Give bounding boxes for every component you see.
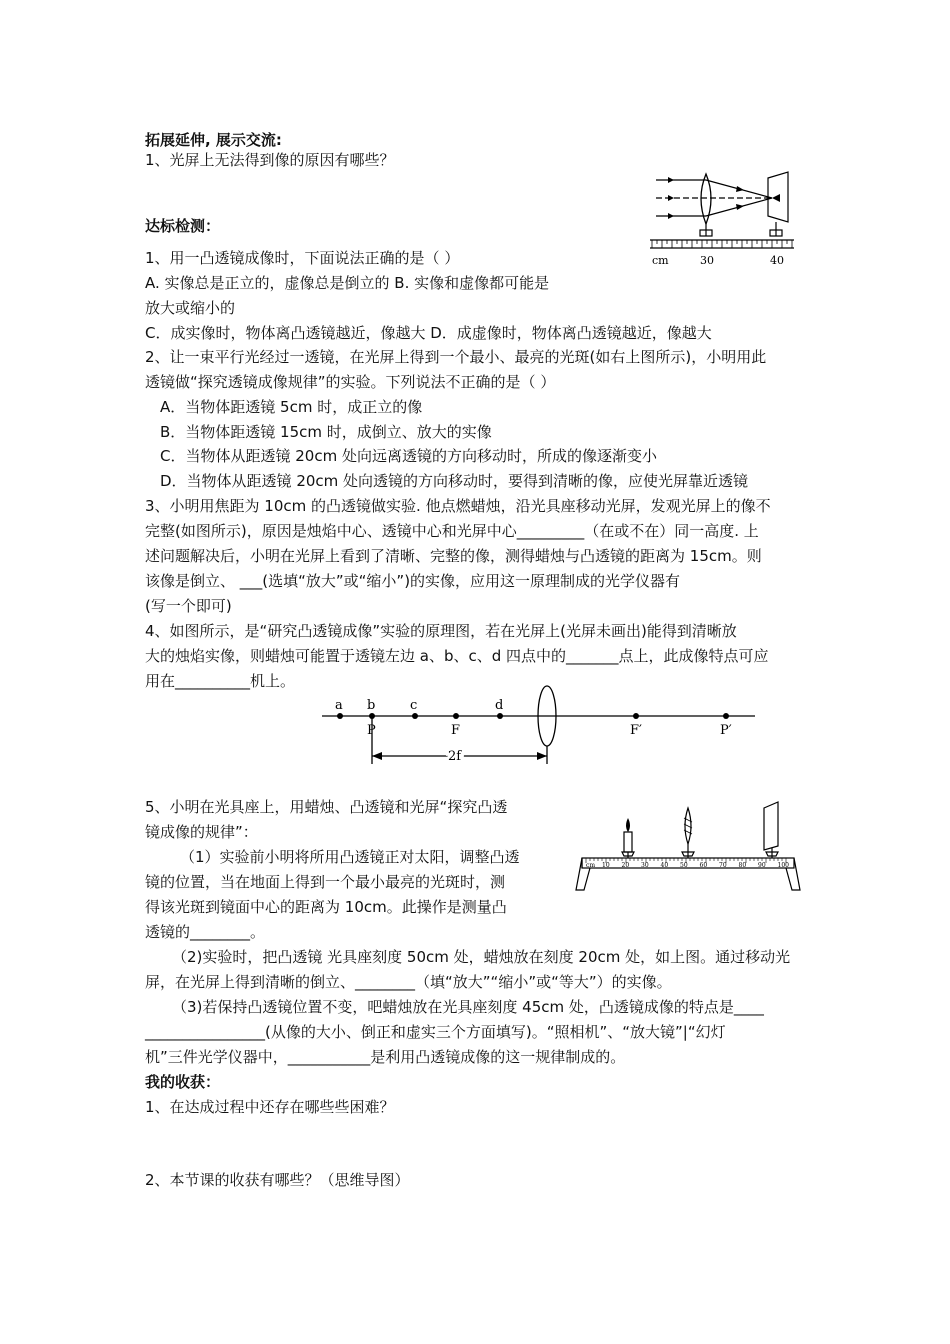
- q4-line-2: 大的烛焰实像，则蜡烛可能置于透镜左边 a、b、c、d 四点中的_______点上，此成像特点可应: [145, 647, 769, 665]
- bench-scale-label: 60: [699, 862, 708, 869]
- q5-part2-line-2: 屏，在光屏上得到清晰的倒立、________（填“放大”“缩小”或“等大”）的实像。: [145, 973, 672, 991]
- point-p-prime-label: P′: [720, 723, 732, 738]
- q5-part3-line-1: （3)若保持凸透镜位置不变，吧蜡烛放在光具座刻度 45cm 处，凸透镜成像的特点是____: [172, 998, 764, 1016]
- q5-part3-line-2: ________________(从像的大小、倒正和虚实三个方面填写)。“照相机”、“放大镜”|“幻灯: [145, 1023, 726, 1041]
- bench-scale-label: 40: [660, 862, 669, 869]
- q3-line-2: 完整(如图所示)，原因是烛焰中心、透镜中心和光屏中心_________（在或不在）同一高度. 上: [145, 522, 759, 540]
- gain-question-2: 2、本节课的收获有哪些？（思维导图）: [145, 1171, 410, 1189]
- extend-heading: 拓展延伸, 展示交流:: [145, 131, 282, 149]
- optical-bench-figure: [572, 800, 807, 898]
- two-f-label: 2f: [448, 749, 462, 764]
- fig1-unit-label: cm: [652, 254, 669, 267]
- q3-line-1: 3、小明用焦距为 10cm 的凸透镜做实验. 他点燃蜡烛，沿光具座移动光屏，发观光屏上的像不: [145, 497, 771, 515]
- gain-question-1: 1、在达成过程中还存在哪些些困难？: [145, 1098, 395, 1116]
- q4-line-3: 用在__________机上。: [145, 672, 296, 690]
- q3-line-4: 该像是倒立、 ___(选填“放大”或“缩小”)的实像，应用这一原理制成的光学仪器有: [145, 572, 681, 590]
- q3-line-3: 述问题解决后，小明在光屏上看到了清晰、完整的像，测得蜡烛与凸透镜的距离为 15cm。则: [145, 547, 762, 565]
- bench-scale-label: 90: [758, 862, 766, 869]
- lens-focus-figure: [648, 168, 798, 268]
- fig1-tick-30: 30: [700, 254, 714, 267]
- q2-stem-2: 透镜做“探究透镜成像规律”的实验。下列说法不正确的是（ ）: [145, 373, 556, 391]
- q2-stem-1: 2、让一束平行光经过一透镜，在光屏上得到一个最小、最亮的光斑(如右上图所示)，小明用此: [145, 348, 767, 366]
- bench-scale-label: 10: [602, 862, 610, 869]
- point-c-label: c: [410, 698, 418, 713]
- q4-line-1: 4、如图所示，是“研究凸透镜成像”实验的原理图，若在光屏上(光屏未画出)能得到清晰放: [145, 622, 737, 640]
- bench-scale-label: 20: [621, 862, 630, 869]
- bench-scale-label: 80: [738, 862, 747, 869]
- q1-options-ab: A. 实像总是正立的，虚像总是倒立的 B. 实像和虚像都可能是: [145, 274, 550, 292]
- q5-line-1: 5、小明在光具座上，用蜡烛、凸透镜和光屏“探究凸透: [145, 798, 508, 816]
- q5-part1-line-1: （1）实验前小明将所用凸透镜正对太阳，调整凸透: [180, 848, 520, 866]
- bench-scale-label: 30: [641, 862, 649, 869]
- q2-option-b: B．当物体距透镜 15cm 时，成倒立、放大的实像: [160, 423, 492, 441]
- q3-line-5: (写一个即可): [145, 597, 232, 615]
- point-b-label: b: [367, 698, 376, 713]
- point-p-label: P: [367, 723, 376, 738]
- q2-option-c: C．当物体从距透镜 20cm 处向远离透镜的方向移动时，所成的像逐渐变小: [160, 447, 657, 465]
- bench-scale-label: 50: [680, 862, 688, 869]
- point-f-prime-label: F′: [630, 723, 642, 738]
- point-d-label: d: [495, 698, 504, 713]
- point-a-label: a: [335, 698, 343, 713]
- q5-part3-line-3: 机”三件光学仪器中，___________是利用凸透镜成像的这一规律制成的。: [145, 1048, 626, 1066]
- extend-question-1: 1、光屏上无法得到像的原因有哪些？: [145, 151, 395, 169]
- q2-option-d: D．当物体从距透镜 20cm 处向透镜的方向移动时，要得到清晰的像，应使光屏靠近透镜: [160, 472, 749, 490]
- q1-options-cd: C．成实像时，物体离凸透镜越近，像越大 D．成虚像时，物体离凸透镜越近，像越大: [145, 324, 712, 342]
- q5-part2-line-1: （2)实验时，把凸透镜 光具座刻度 50cm 处，蜡烛放在刻度 20cm 处，如上图。通过移动光: [172, 948, 791, 966]
- q5-part1-line-2: 镜的位置，当在地面上得到一个最小最亮的光斑时，测: [145, 873, 506, 891]
- q5-part1-line-4: 透镜的________。: [145, 923, 266, 941]
- q5-part1-line-3: 得该光斑到镜面中心的距离为 10cm。此操作是测量凸: [145, 898, 507, 916]
- bench-scale-label: 70: [719, 862, 727, 869]
- lens-principle-figure: [320, 684, 760, 764]
- q1-stem: 1、用一凸透镜成像时，下面说法正确的是（ ）: [145, 249, 460, 267]
- bench-scale-label: 100: [777, 862, 789, 869]
- point-f-label: F: [451, 723, 461, 738]
- q2-option-a: A．当物体距透镜 5cm 时，成正立的像: [160, 398, 423, 416]
- test-heading: 达标检测：: [145, 217, 221, 235]
- fig1-tick-40: 40: [770, 254, 784, 267]
- q5-line-2: 镜成像的规律”：: [145, 823, 258, 841]
- q1-options-ab-cont: 放大或缩小的: [145, 299, 236, 317]
- gain-heading: 我的收获：: [145, 1073, 221, 1091]
- bench-unit-label: cm: [586, 862, 596, 869]
